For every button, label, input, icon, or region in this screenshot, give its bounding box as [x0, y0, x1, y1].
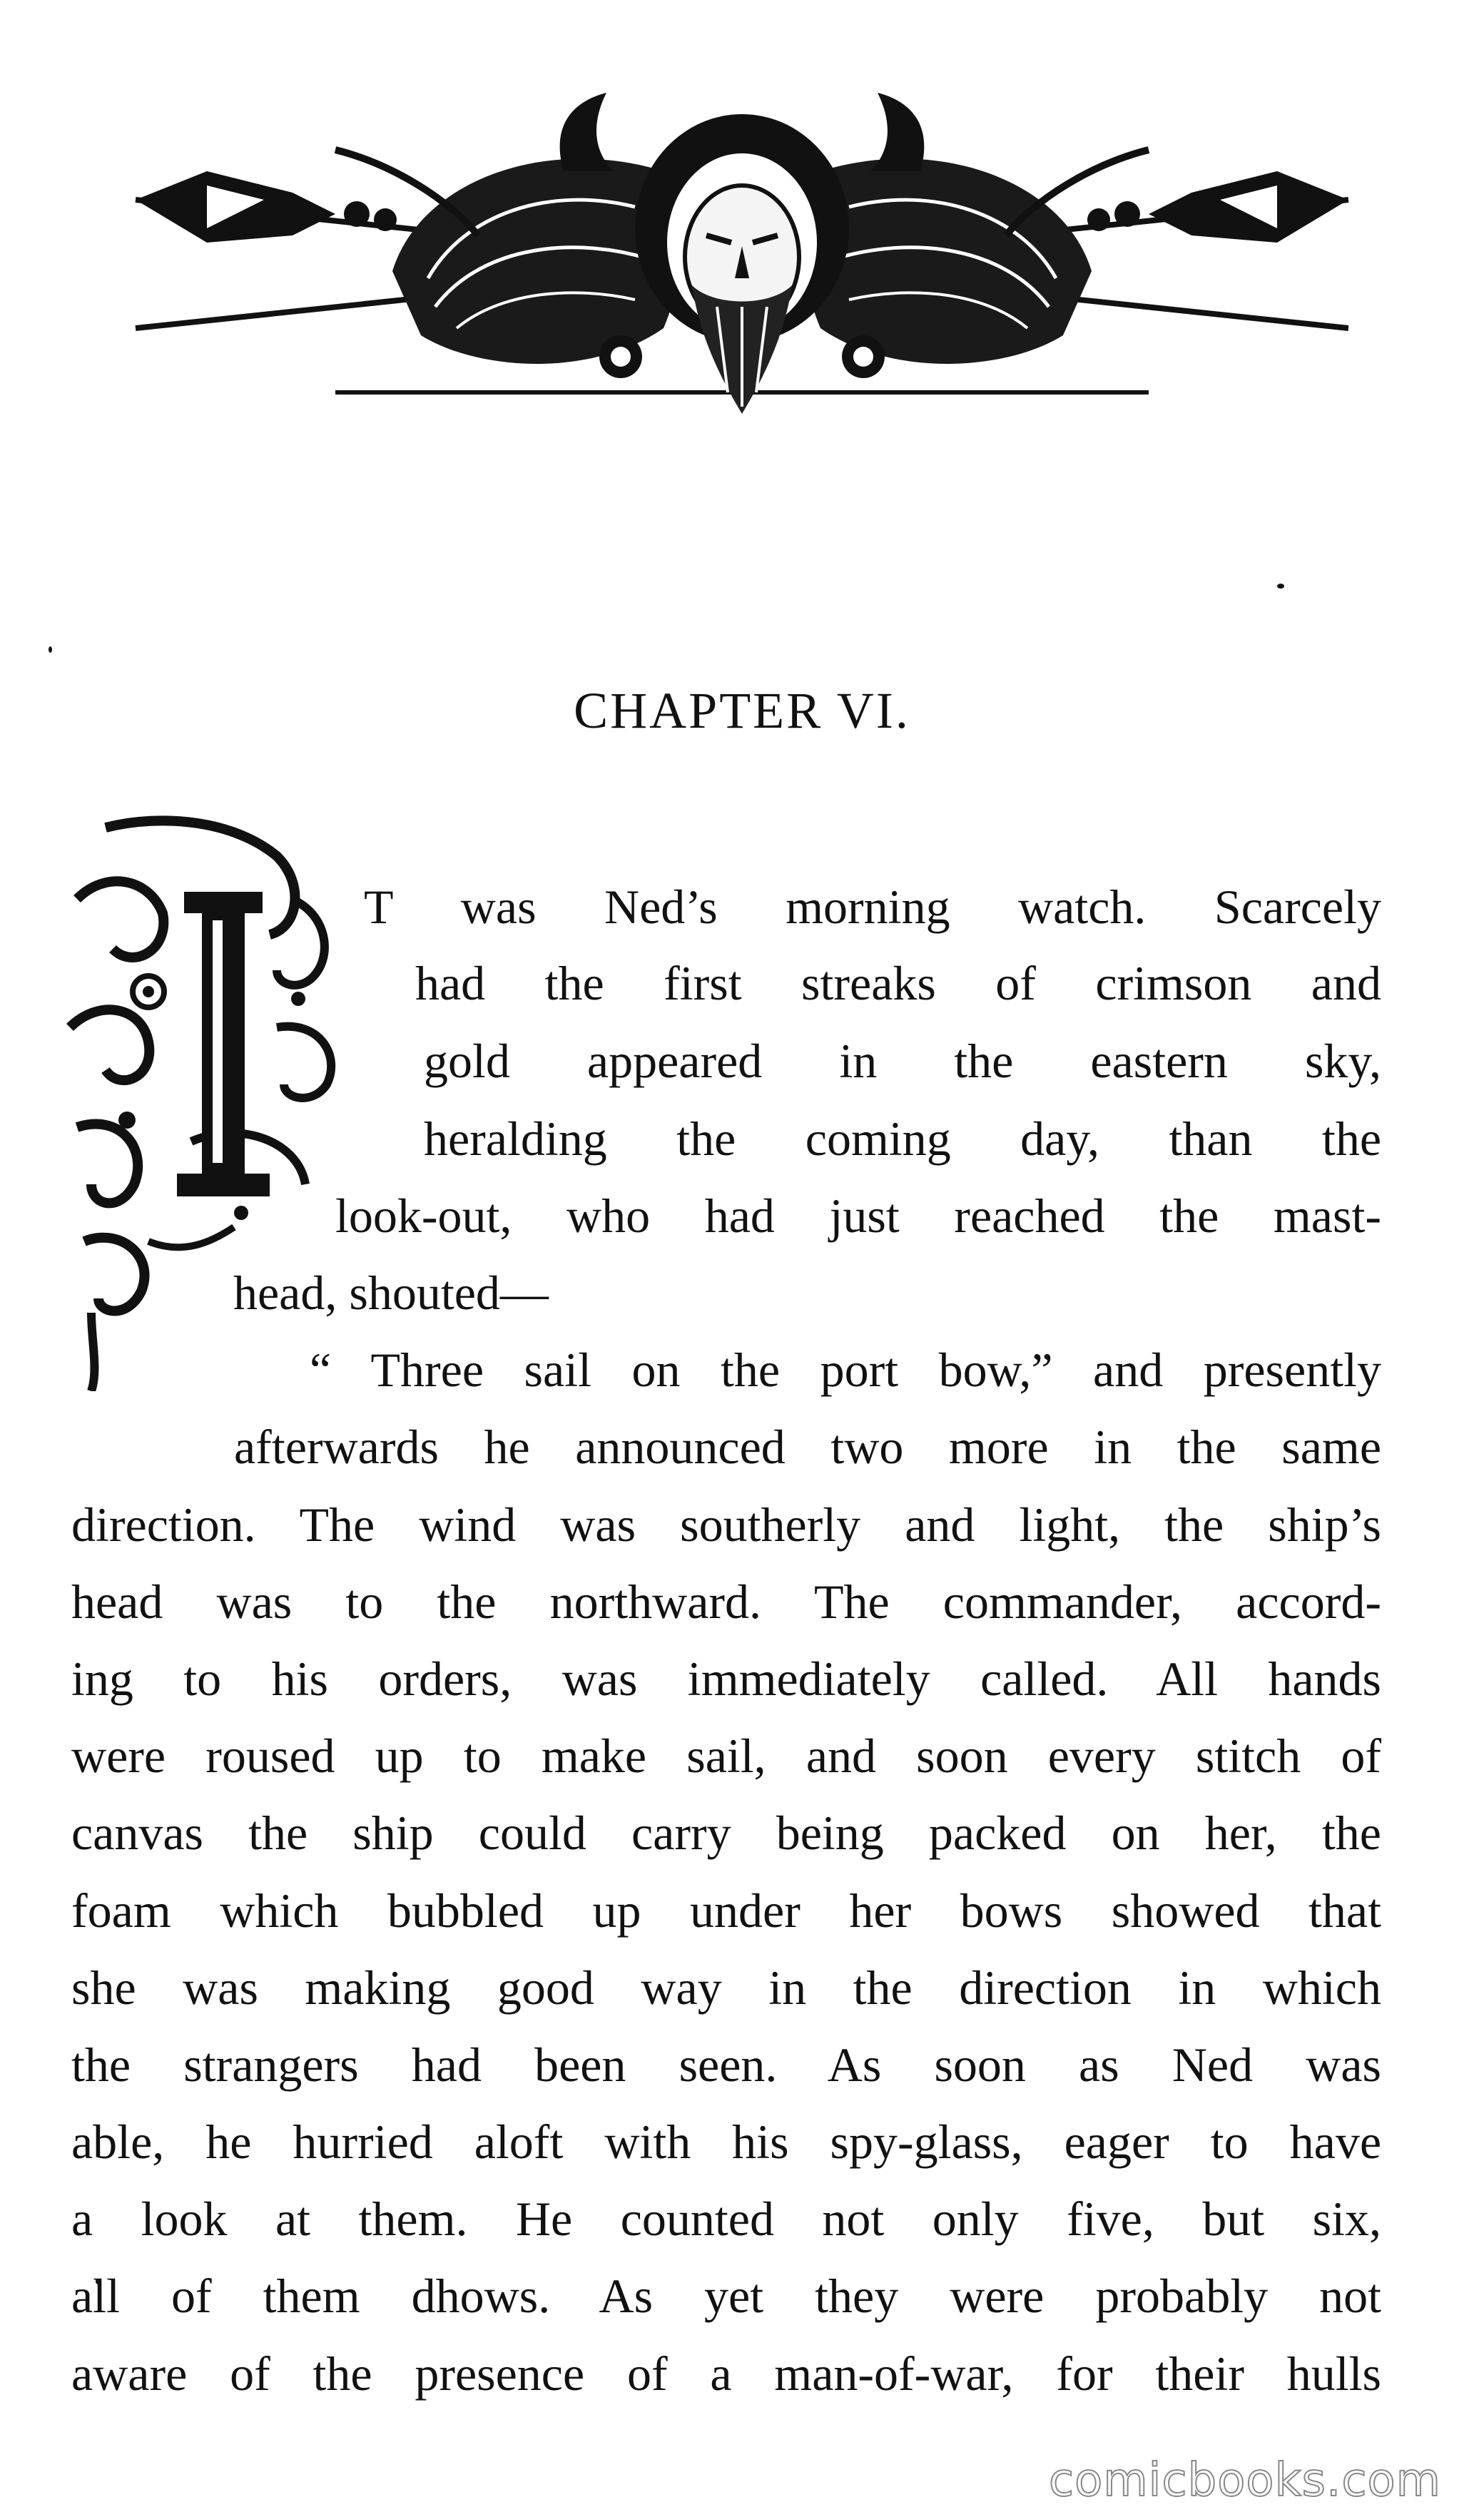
body-text-line: the strangers had been seen. As soon as Ned was: [71, 2038, 1381, 2092]
body-text-line: had the first streaks of crimson and: [415, 956, 1381, 1010]
body-text-line: foam which bubbled up under her bows showed that: [71, 1883, 1381, 1938]
body-text-line: “ Three sail on the port bow,” and presently: [310, 1343, 1381, 1397]
body-text-line: all of them dhows. As yet they were probably not: [71, 2269, 1381, 2323]
print-speck: [49, 646, 52, 653]
body-text-line: a look at them. He counted not only five, but six,: [71, 2192, 1381, 2246]
body-text-line: aware of the presence of a man-of-war, for their hulls: [71, 2346, 1381, 2401]
body-text-line: gold appeared in the eastern sky,: [424, 1034, 1381, 1088]
body-text-line: T was Ned’s morning watch. Scarcely: [364, 880, 1381, 934]
body-text-line: ing to his orders, was immediately called. All hands: [71, 1652, 1381, 1706]
body-text-line: were roused up to make sail, and soon every stitch of: [71, 1729, 1381, 1783]
body-text-line: she was making good way in the direction in which: [71, 1961, 1381, 2015]
body-text-line: head, shouted—: [233, 1266, 549, 1320]
body-text-line: able, he hurried aloft with his spy-glass, eager to have: [71, 2115, 1381, 2169]
body-text-line: heralding the coming day, than the: [424, 1112, 1381, 1166]
chapter-title: CHAPTER VI.: [574, 682, 910, 739]
body-text-line: direction. The wind was southerly and light, the ship’s: [71, 1497, 1381, 1552]
body-text-line: head was to the northward. The commander, accord-: [71, 1575, 1381, 1629]
body-text-line: canvas the ship could carry being packed on her, the: [71, 1806, 1381, 1860]
print-speck: [1277, 584, 1284, 589]
body-text-line: afterwards he announced two more in the same: [234, 1420, 1381, 1474]
watermark-text: comicbooks.com: [1048, 2454, 1441, 2507]
headpiece-ornament-icon: [121, 93, 1363, 428]
body-text-line: look-out, who had just reached the mast-: [335, 1189, 1381, 1243]
